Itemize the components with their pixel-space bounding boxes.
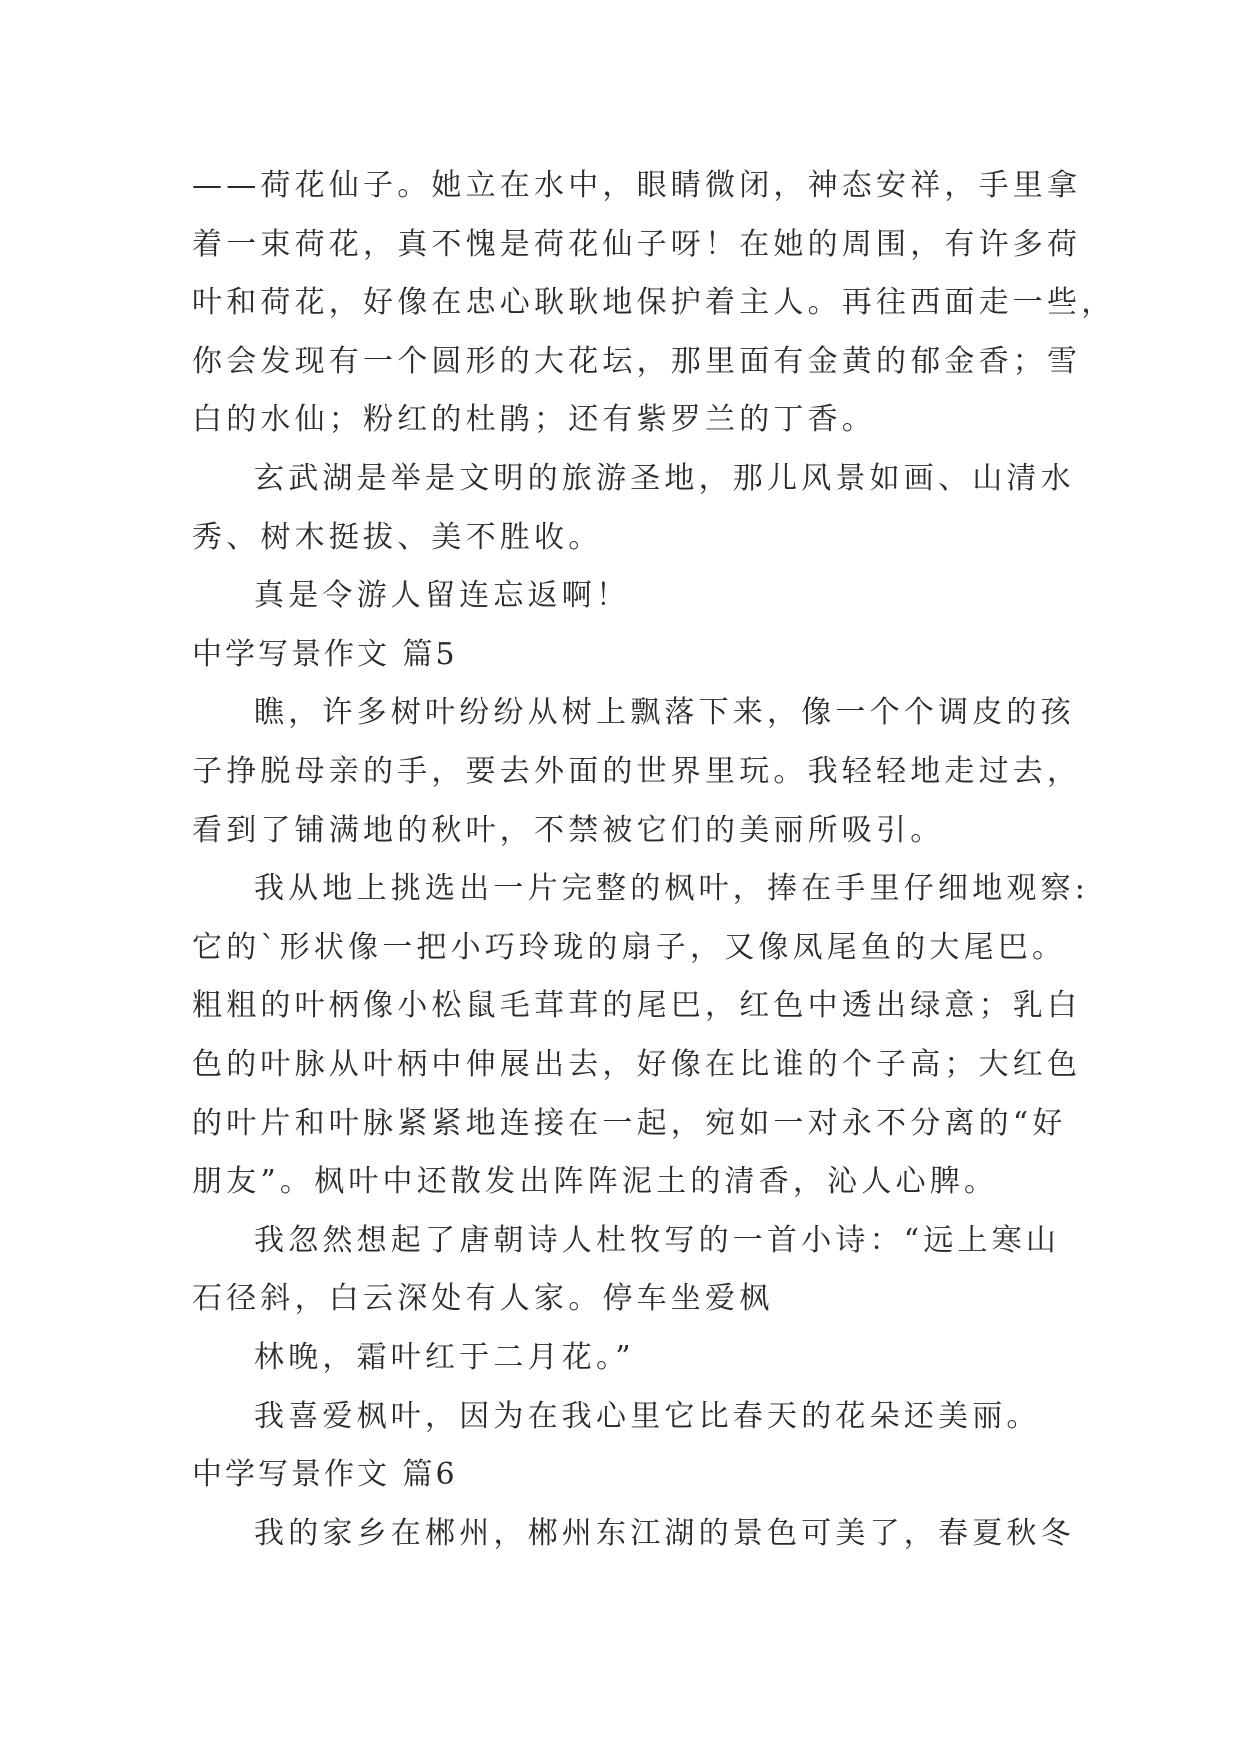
text-line: 它的`形状像一把小巧玲珑的扇子，又像凤尾鱼的大尾巴。: [192, 929, 1067, 965]
text-line: 你会发现有一个圆形的大花坛，那里面有金黄的郁金香；雪: [192, 343, 1082, 379]
text-line: 的叶片和叶脉紧紧地连接在一起，宛如一对永不分离的“好: [192, 1105, 1067, 1141]
paragraph-first-line: 玄武湖是举是文明的旅游圣地，那儿风景如画、山清水: [254, 461, 1075, 496]
paragraph-first-line: 瞧，许多树叶纷纷从树上飘落下来，像一个个调皮的孩: [254, 695, 1075, 731]
text-line: 子挣脱母亲的手，要去外面的世界里玩。我轻轻地走过去，: [192, 754, 1082, 789]
text-line: 石径斜，白云深处有人家。停车坐爱枫: [192, 1281, 774, 1317]
text-line: 白的水仙；粉红的杜鹃；还有紫罗兰的丁香。: [192, 402, 876, 438]
paragraph-first-line: 我忽然想起了唐朝诗人杜牧写的一首小诗：“远上寒山: [254, 1222, 1061, 1258]
text-line: 朋友”。枫叶中还散发出阵阵泥土的清香，沁人心脾。: [192, 1164, 999, 1200]
text-line: 看到了铺满地的秋叶，不禁被它们的美丽所吸引。: [192, 812, 945, 848]
paragraph-first-line: 我的家乡在郴州，郴州东江湖的景色可美了，春夏秋冬: [254, 1515, 1075, 1551]
paragraph-first-line: 我喜爱枫叶，因为在我心里它比春天的花朵还美丽。: [254, 1398, 1041, 1434]
section-heading: 中学写景作文 篇5: [192, 636, 458, 672]
text-line: 粗粗的叶柄像小松鼠毛茸茸的尾巴，红色中透出绿意；乳白: [192, 988, 1082, 1024]
section-heading: 中学写景作文 篇6: [192, 1457, 458, 1493]
text-line: ——荷花仙子。她立在水中，眼睛微闭，神态安祥，手里拿: [192, 168, 1082, 203]
text-line: 着一束荷花，真不愧是荷花仙子呀！在她的周围，有许多荷: [192, 226, 1082, 262]
text-line: 叶和荷花，好像在忠心耿耿地保护着主人。再往西面走一些，: [192, 285, 1116, 321]
paragraph-first-line: 我从地上挑选出一片完整的枫叶，捧在手里仔细地观察:: [254, 871, 1090, 907]
paragraph-first-line: 林晚，霜叶红于二月花。”: [254, 1340, 635, 1375]
text-line: 秀、树木挺拔、美不胜收。: [192, 519, 603, 555]
paragraph-first-line: 真是令游人留连忘返啊！: [254, 578, 631, 614]
text-line: 色的叶脉从叶柄中伸展出去，好像在比谁的个子高；大红色: [192, 1047, 1082, 1082]
